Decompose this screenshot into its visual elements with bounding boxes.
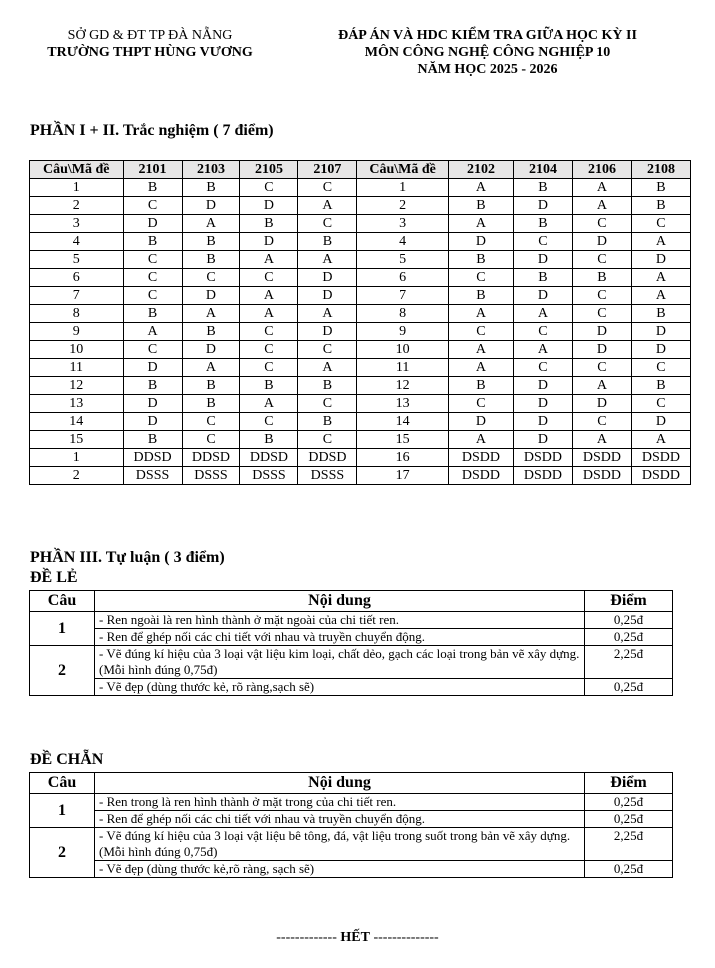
question-number: 1 [30, 612, 95, 646]
answer-cell: A [448, 359, 513, 377]
answer-content: - Vẽ đẹp (dùng thước kẻ,rõ ràng, sạch sẽ) [95, 861, 585, 878]
answer-cell: C [298, 341, 357, 359]
answer-cell: C [572, 305, 631, 323]
col-question-header: Câu [30, 773, 95, 794]
answer-cell: D [513, 377, 572, 395]
question-number: 1 [30, 794, 95, 828]
question-number-cell: 4 [357, 233, 449, 251]
school-name: TRƯỜNG THPT HÙNG VƯƠNG [47, 45, 253, 60]
answer-cell: A [631, 269, 690, 287]
answer-cell: B [123, 305, 182, 323]
essay-table-chan [29, 772, 673, 878]
answer-cell: A [298, 359, 357, 377]
col-content-header: Nội dung [95, 591, 585, 612]
answer-cell: B [298, 413, 357, 431]
question-number-cell: 12 [357, 377, 449, 395]
part3-title: PHẦN III. Tự luận ( 3 điểm) [30, 549, 225, 566]
answer-cell: B [123, 377, 182, 395]
answer-cell: B [631, 179, 690, 197]
answer-cell: D [298, 269, 357, 287]
answer-cell: A [240, 305, 298, 323]
answer-cell: A [240, 395, 298, 413]
question-number-cell: 11 [30, 359, 124, 377]
answer-cell: A [298, 197, 357, 215]
question-number-cell: 14 [30, 413, 124, 431]
answer-cell: C [448, 395, 513, 413]
answer-cell: B [448, 197, 513, 215]
answer-cell: D [448, 233, 513, 251]
answer-cell: D [182, 287, 240, 305]
answer-cell: DDSD [298, 449, 357, 467]
question-number: 2 [30, 828, 95, 878]
question-number-cell: 3 [30, 215, 124, 233]
question-number: 2 [30, 646, 95, 696]
end-word: HẾT [340, 930, 370, 945]
answer-cell: D [513, 251, 572, 269]
answer-cell: A [182, 359, 240, 377]
answer-col-header: 2107 [298, 161, 357, 179]
answer-cell: D [572, 341, 631, 359]
answer-cell: A [448, 431, 513, 449]
answer-cell: A [513, 341, 572, 359]
answer-cell: DSDD [572, 449, 631, 467]
question-number-cell: 2 [30, 467, 124, 485]
answer-key-table [29, 160, 691, 485]
answer-cell: C [240, 341, 298, 359]
answer-cell: B [631, 377, 690, 395]
question-number-cell: 1 [357, 179, 449, 197]
question-number-cell: 13 [357, 395, 449, 413]
answer-cell: C [513, 359, 572, 377]
question-number-cell: 9 [30, 323, 124, 341]
answer-row [30, 359, 691, 377]
answer-cell: B [240, 431, 298, 449]
answer-score: 0,25đ [585, 629, 673, 646]
col-question-header: Câu [30, 591, 95, 612]
answer-cell: B [572, 269, 631, 287]
answer-cell: A [572, 179, 631, 197]
answer-content: - Vẽ đúng kí hiệu của 3 loại vật liệu kim loại, chất dẻo, gạch các loại trong bản vẽ xây dựng. (Mỗi hình đúng 0,75đ) [95, 646, 585, 679]
answer-cell: DDSD [182, 449, 240, 467]
answer-cell: B [240, 215, 298, 233]
subject-name: MÔN CÔNG NGHỆ CÔNG NGHIỆP 10 [364, 45, 611, 60]
answer-cell: B [513, 215, 572, 233]
question-number-cell: 15 [30, 431, 124, 449]
answer-cell: C [240, 359, 298, 377]
answer-cell: D [240, 233, 298, 251]
answer-cell: A [513, 305, 572, 323]
answer-cell: D [513, 287, 572, 305]
answer-cell: B [123, 179, 182, 197]
department-name: SỞ GD & ĐT TP ĐÀ NẴNG [67, 28, 233, 43]
answer-cell: C [572, 215, 631, 233]
col-content-header: Nội dung [95, 773, 585, 794]
answer-cell: C [448, 323, 513, 341]
answer-cell: C [298, 395, 357, 413]
answer-cell: D [572, 323, 631, 341]
essay-table-le [29, 590, 673, 696]
end-dash-right: -------------- [373, 930, 439, 945]
answer-col-header: 2104 [513, 161, 572, 179]
answer-row [30, 215, 691, 233]
question-number-cell: 8 [30, 305, 124, 323]
answer-cell: D [123, 413, 182, 431]
answer-col-header: 2103 [182, 161, 240, 179]
answer-cell: C [298, 431, 357, 449]
answer-score: 2,25đ [585, 646, 673, 679]
answer-cell: C [631, 395, 690, 413]
answer-cell: B [448, 251, 513, 269]
question-number-cell: 1 [30, 179, 124, 197]
answer-cell: C [123, 341, 182, 359]
answer-cell: A [631, 431, 690, 449]
answer-row [30, 341, 691, 359]
answer-cell: DSDD [631, 467, 690, 485]
answer-cell: D [182, 197, 240, 215]
answer-col-header: 2101 [123, 161, 182, 179]
end-dash-left: ------------- [276, 930, 337, 945]
answer-cell: C [572, 287, 631, 305]
answer-row [30, 413, 691, 431]
answer-cell: D [240, 197, 298, 215]
answer-cell: B [631, 305, 690, 323]
answer-col-header: 2106 [572, 161, 631, 179]
answer-content: - Ren ngoài là ren hình thành ở mặt ngoài của chi tiết ren. [95, 612, 585, 629]
answer-cell: C [572, 413, 631, 431]
answer-cell: A [631, 287, 690, 305]
answer-cell: D [513, 197, 572, 215]
answer-cell: A [123, 323, 182, 341]
answer-score: 0,25đ [585, 794, 673, 811]
answer-cell: A [572, 377, 631, 395]
answer-cell: DSSS [123, 467, 182, 485]
answer-cell: D [513, 413, 572, 431]
question-number-cell: 10 [30, 341, 124, 359]
answer-cell: DSSS [240, 467, 298, 485]
answer-cell: DDSD [240, 449, 298, 467]
answer-col-header: Câu\Mã đề [30, 161, 124, 179]
answer-col-header: 2108 [631, 161, 690, 179]
answer-row [30, 269, 691, 287]
answer-score: 2,25đ [585, 828, 673, 861]
answer-cell: D [572, 233, 631, 251]
answer-cell: C [123, 269, 182, 287]
answer-row [30, 449, 691, 467]
answer-cell: D [631, 413, 690, 431]
question-number-cell: 10 [357, 341, 449, 359]
answer-cell: DSSS [182, 467, 240, 485]
answer-content: - Ren để ghép nối các chi tiết với nhau và truyền chuyển động. [95, 629, 585, 646]
answer-row [30, 323, 691, 341]
question-number-cell: 11 [357, 359, 449, 377]
answer-cell: B [513, 269, 572, 287]
answer-cell: C [240, 323, 298, 341]
answer-cell: A [448, 179, 513, 197]
answer-cell: D [448, 413, 513, 431]
answer-row [30, 377, 691, 395]
answer-cell: A [182, 215, 240, 233]
answer-score: 0,25đ [585, 612, 673, 629]
answer-cell: DSDD [448, 449, 513, 467]
answer-cell: D [182, 341, 240, 359]
answer-cell: C [298, 215, 357, 233]
answer-cell: B [182, 179, 240, 197]
question-number-cell: 5 [357, 251, 449, 269]
answer-cell: D [631, 251, 690, 269]
answer-cell: B [182, 395, 240, 413]
answer-cell: C [513, 323, 572, 341]
answer-cell: C [240, 179, 298, 197]
de-chan-title: ĐỀ CHẴN [30, 751, 104, 768]
answer-cell: B [448, 287, 513, 305]
answer-cell: B [123, 233, 182, 251]
answer-cell: D [123, 395, 182, 413]
answer-row [30, 233, 691, 251]
answer-cell: A [240, 287, 298, 305]
answer-cell: C [298, 179, 357, 197]
answer-content: - Ren trong là ren hình thành ở mặt trong của chi tiết ren. [95, 794, 585, 811]
question-number-cell: 13 [30, 395, 124, 413]
answer-score: 0,25đ [585, 811, 673, 828]
answer-cell: A [240, 251, 298, 269]
answer-cell: DSDD [448, 467, 513, 485]
question-number-cell: 3 [357, 215, 449, 233]
answer-content: - Vẽ đúng kí hiệu của 3 loại vật liệu bê tông, đá, vật liệu trong suốt trong bản vẽ xây dựng. (Mỗi hình đúng 0,75đ) [95, 828, 585, 861]
answer-cell: D [123, 359, 182, 377]
answer-cell: C [240, 269, 298, 287]
answer-cell: B [448, 377, 513, 395]
answer-cell: B [123, 431, 182, 449]
answer-cell: D [513, 395, 572, 413]
answer-cell: A [182, 305, 240, 323]
answer-cell: D [298, 323, 357, 341]
question-number-cell: 4 [30, 233, 124, 251]
answer-content: - Vẽ đẹp (dùng thước kẻ, rõ ràng,sạch sẽ) [95, 679, 585, 696]
answer-cell: C [448, 269, 513, 287]
school-header [20, 27, 280, 61]
question-number-cell: 17 [357, 467, 449, 485]
answer-cell: D [298, 287, 357, 305]
answer-cell: C [123, 287, 182, 305]
answer-cell: B [240, 377, 298, 395]
answer-cell: B [513, 179, 572, 197]
answer-cell: A [631, 233, 690, 251]
answer-cell: DSSS [298, 467, 357, 485]
end-marker [0, 930, 715, 946]
answer-cell: A [448, 215, 513, 233]
answer-col-header: Câu\Mã đề [357, 161, 449, 179]
answer-cell: D [572, 395, 631, 413]
answer-cell: D [631, 323, 690, 341]
question-number-cell: 16 [357, 449, 449, 467]
question-number-cell: 7 [357, 287, 449, 305]
answer-cell: D [123, 215, 182, 233]
answer-row [30, 197, 691, 215]
col-score-header: Điểm [585, 591, 673, 612]
answer-cell: B [182, 377, 240, 395]
question-number-cell: 8 [357, 305, 449, 323]
answer-cell: C [631, 215, 690, 233]
answer-cell: D [513, 431, 572, 449]
answer-row [30, 305, 691, 323]
question-number-cell: 1 [30, 449, 124, 467]
answer-cell: D [631, 341, 690, 359]
question-number-cell: 15 [357, 431, 449, 449]
answer-content: - Ren để ghép nối các chi tiết với nhau và truyền chuyển động. [95, 811, 585, 828]
question-number-cell: 6 [357, 269, 449, 287]
answer-score: 0,25đ [585, 679, 673, 696]
answer-row [30, 467, 691, 485]
exam-title: ĐÁP ÁN VÀ HDC KIỂM TRA GIỮA HỌC KỲ II [338, 28, 637, 43]
answer-cell: B [182, 323, 240, 341]
answer-cell: DSDD [631, 449, 690, 467]
answer-cell: DSDD [513, 449, 572, 467]
answer-cell: B [182, 233, 240, 251]
answer-cell: DSDD [572, 467, 631, 485]
answer-cell: A [572, 431, 631, 449]
answer-cell: DSDD [513, 467, 572, 485]
question-number-cell: 2 [30, 197, 124, 215]
answer-cell: B [298, 233, 357, 251]
answer-cell: A [572, 197, 631, 215]
answer-cell: C [182, 431, 240, 449]
answer-cell: A [298, 305, 357, 323]
answer-cell: C [513, 233, 572, 251]
answer-cell: B [298, 377, 357, 395]
exam-header [290, 27, 685, 78]
question-number-cell: 9 [357, 323, 449, 341]
answer-row [30, 179, 691, 197]
answer-cell: C [182, 413, 240, 431]
answer-cell: A [448, 305, 513, 323]
answer-cell: C [572, 359, 631, 377]
answer-col-header: 2102 [448, 161, 513, 179]
question-number-cell: 14 [357, 413, 449, 431]
school-year: NĂM HỌC 2025 - 2026 [417, 62, 558, 77]
answer-row [30, 431, 691, 449]
answer-cell: B [631, 197, 690, 215]
col-score-header: Điểm [585, 773, 673, 794]
answer-cell: A [298, 251, 357, 269]
answer-cell: C [123, 197, 182, 215]
question-number-cell: 5 [30, 251, 124, 269]
part1-title: PHẦN I + II. Trắc nghiệm ( 7 điểm) [30, 122, 274, 139]
answer-cell: C [631, 359, 690, 377]
answer-header-row [30, 161, 691, 179]
answer-row [30, 251, 691, 269]
answer-cell: DDSD [123, 449, 182, 467]
answer-row [30, 395, 691, 413]
answer-cell: C [572, 251, 631, 269]
question-number-cell: 7 [30, 287, 124, 305]
question-number-cell: 12 [30, 377, 124, 395]
question-number-cell: 6 [30, 269, 124, 287]
de-le-title: ĐỀ LẺ [30, 569, 78, 586]
answer-cell: C [123, 251, 182, 269]
answer-cell: C [182, 269, 240, 287]
answer-cell: C [240, 413, 298, 431]
answer-row [30, 287, 691, 305]
question-number-cell: 2 [357, 197, 449, 215]
answer-col-header: 2105 [240, 161, 298, 179]
answer-score: 0,25đ [585, 861, 673, 878]
answer-cell: B [182, 251, 240, 269]
answer-cell: A [448, 341, 513, 359]
